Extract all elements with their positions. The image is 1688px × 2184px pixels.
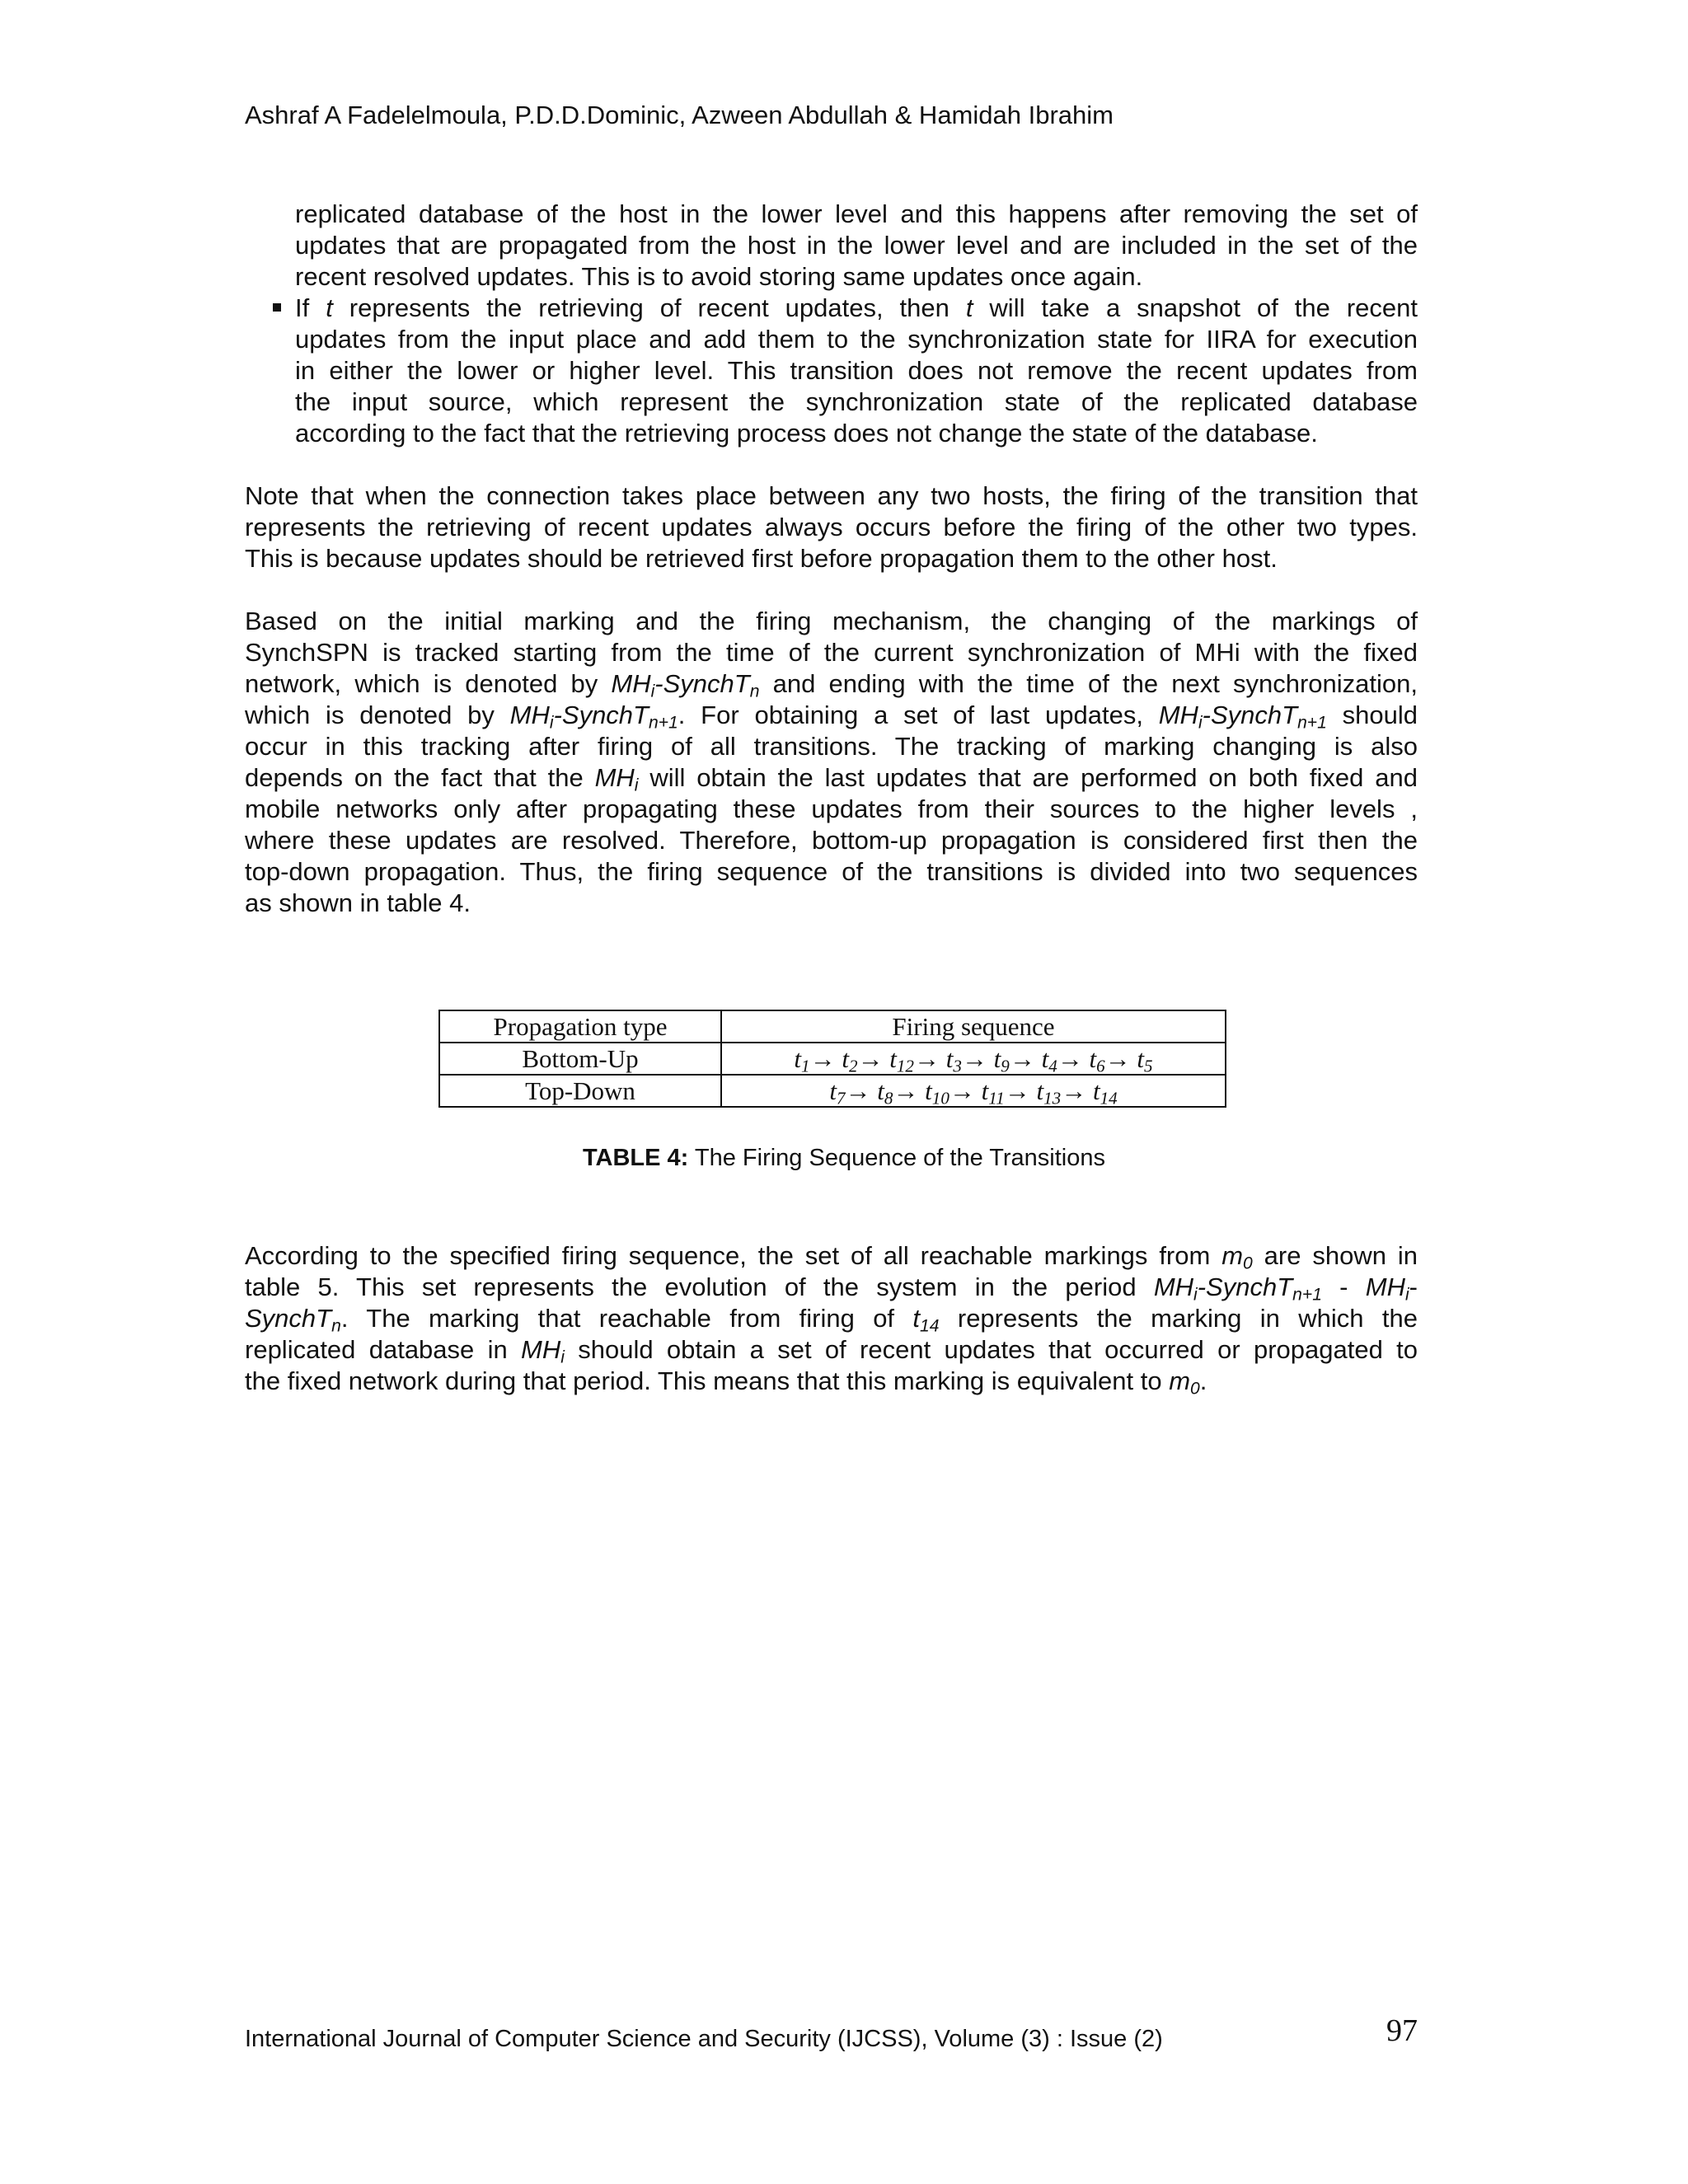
table-header-cell: Firing sequence bbox=[721, 1010, 1226, 1043]
arrow-icon: → bbox=[1004, 1076, 1037, 1105]
list-continuation-line: replicated database of the host in the lower level and this happens after removing the set of bbox=[295, 199, 1418, 228]
arrow-icon: → bbox=[961, 1044, 994, 1073]
bullet-line: in either the lower or higher level. This transition does not remove the recent updates from bbox=[295, 356, 1418, 385]
transition-label: $t_5$ bbox=[1137, 1044, 1153, 1076]
table-cell-sequence bbox=[721, 1075, 1226, 1107]
page-number: 97 bbox=[1386, 2013, 1418, 2048]
paragraph-line: the fixed network during that period. This means that this marking is equivalent to $m_0$. bbox=[245, 1366, 1207, 1399]
transition-label: $t_4$ bbox=[1041, 1044, 1057, 1076]
journal-footer: International Journal of Computer Science and Security (IJCSS), Volume (3) : Issue (2) bbox=[245, 2026, 1163, 2052]
arrow-icon: → bbox=[893, 1076, 926, 1105]
paragraph-line: top-down propagation. Thus, the firing sequence of the transitions is divided into two sequences bbox=[245, 857, 1418, 886]
paragraph-line: as shown in table 4. bbox=[245, 888, 471, 917]
transition-label: $t_7$ bbox=[829, 1076, 846, 1108]
arrow-icon: → bbox=[1104, 1044, 1137, 1073]
transition-label: $t_{12}$ bbox=[889, 1044, 914, 1076]
paragraph-line: SynchSPN is tracked starting from the time of the current synchronization of MHi with the fixed bbox=[245, 638, 1418, 667]
table-row bbox=[439, 1043, 1226, 1075]
paragraph-line: where these updates are resolved. Therefore, bottom-up propagation is considered first then the bbox=[245, 826, 1418, 855]
arrow-icon: → bbox=[857, 1044, 890, 1073]
arrow-icon: → bbox=[1009, 1044, 1042, 1073]
transition-label: $t_{14}$ bbox=[1092, 1076, 1118, 1108]
list-continuation-line: updates that are propagated from the host in the lower level and are included in the set of the bbox=[295, 231, 1418, 260]
table-cell-sequence bbox=[721, 1043, 1226, 1075]
arrow-icon: → bbox=[845, 1076, 878, 1105]
transition-label: $t_3$ bbox=[945, 1044, 962, 1076]
paragraph-line: network, which is denoted by $MH_i-SynchT_n$ and ending with the time of the next synchronization, bbox=[245, 669, 1418, 701]
arrow-icon: → bbox=[809, 1044, 842, 1073]
paragraph-line: Note that when the connection takes place between any two hosts, the firing of the transition that bbox=[245, 481, 1418, 510]
table-caption: TABLE 4: The Firing Sequence of the Transitions bbox=[582, 1145, 1105, 1171]
bullet-line: If t represents the retrieving of recent updates, then t will take a snapshot of the recent bbox=[295, 293, 1418, 322]
transition-label: $t_{13}$ bbox=[1036, 1076, 1062, 1108]
table-header-row bbox=[439, 1010, 1226, 1043]
running-header-authors: Ashraf A Fadelelmoula, P.D.D.Dominic, Azween Abdullah & Hamidah Ibrahim bbox=[245, 101, 1114, 129]
paragraph-line: represents the retrieving of recent updates always occurs before the firing of the other two types. bbox=[245, 513, 1418, 541]
paragraph-line: SynchT$_n$. The marking that reachable from firing of $t_{14}$ represents the marking in which the bbox=[245, 1304, 1418, 1336]
transition-label: $t_8$ bbox=[877, 1076, 893, 1108]
transition-label: $t_2$ bbox=[842, 1044, 858, 1076]
table-cell-type: Bottom-Up bbox=[439, 1043, 721, 1075]
transition-label: $t_1$ bbox=[794, 1044, 810, 1076]
transition-label: $t_{10}$ bbox=[925, 1076, 950, 1108]
paragraph-line: This is because updates should be retrieved first before propagation them to the other host. bbox=[245, 544, 1278, 573]
square-bullet-icon bbox=[273, 303, 281, 312]
table-row bbox=[439, 1075, 1226, 1107]
paragraph-line: Based on the initial marking and the firing mechanism, the changing of the markings of bbox=[245, 607, 1418, 635]
arrow-icon: → bbox=[949, 1076, 982, 1105]
arrow-icon: → bbox=[913, 1044, 946, 1073]
table-header-cell: Propagation type bbox=[439, 1010, 721, 1043]
paragraph-line: depends on the fact that the $MH_i$ will obtain the last updates that are performed on both fixed and bbox=[245, 763, 1418, 795]
paragraph-line: table 5. This set represents the evolution of the system in the period $MH_i-SynchT_{n+1} - MH_i-$ bbox=[245, 1272, 1418, 1305]
table-cell-type: Top-Down bbox=[439, 1075, 721, 1107]
transition-label: $t_9$ bbox=[993, 1044, 1010, 1076]
arrow-icon: → bbox=[1057, 1044, 1090, 1073]
transition-label: $t_6$ bbox=[1089, 1044, 1105, 1076]
paragraph-line: According to the specified firing sequence, the set of all reachable markings from $m_0$ are shown in bbox=[245, 1241, 1418, 1273]
arrow-icon: → bbox=[1061, 1076, 1093, 1105]
paragraph-line: replicated database in $MH_i$ should obtain a set of recent updates that occurred or propagated to bbox=[245, 1335, 1418, 1367]
transition-label: $t_{11}$ bbox=[981, 1076, 1005, 1108]
bullet-line: the input source, which represent the synchronization state of the replicated database bbox=[295, 387, 1418, 416]
paragraph-line: which is denoted by $MH_i-SynchT_{n+1}$. For obtaining a set of last updates, $MH_i-SynchT_{n+1}$ should bbox=[245, 701, 1418, 733]
bullet-line: updates from the input place and add them to the synchronization state for IIRA for execution bbox=[295, 325, 1418, 354]
paragraph-line: mobile networks only after propagating these updates from their sources to the higher levels , bbox=[245, 794, 1418, 823]
bullet-line: according to the fact that the retrieving process does not change the state of the database. bbox=[295, 419, 1318, 448]
firing-sequence-table bbox=[438, 1010, 1226, 1108]
paragraph-line: occur in this tracking after firing of all transitions. The tracking of marking changing is also bbox=[245, 732, 1418, 761]
list-continuation-line: recent resolved updates. This is to avoid storing same updates once again. bbox=[295, 262, 1143, 291]
